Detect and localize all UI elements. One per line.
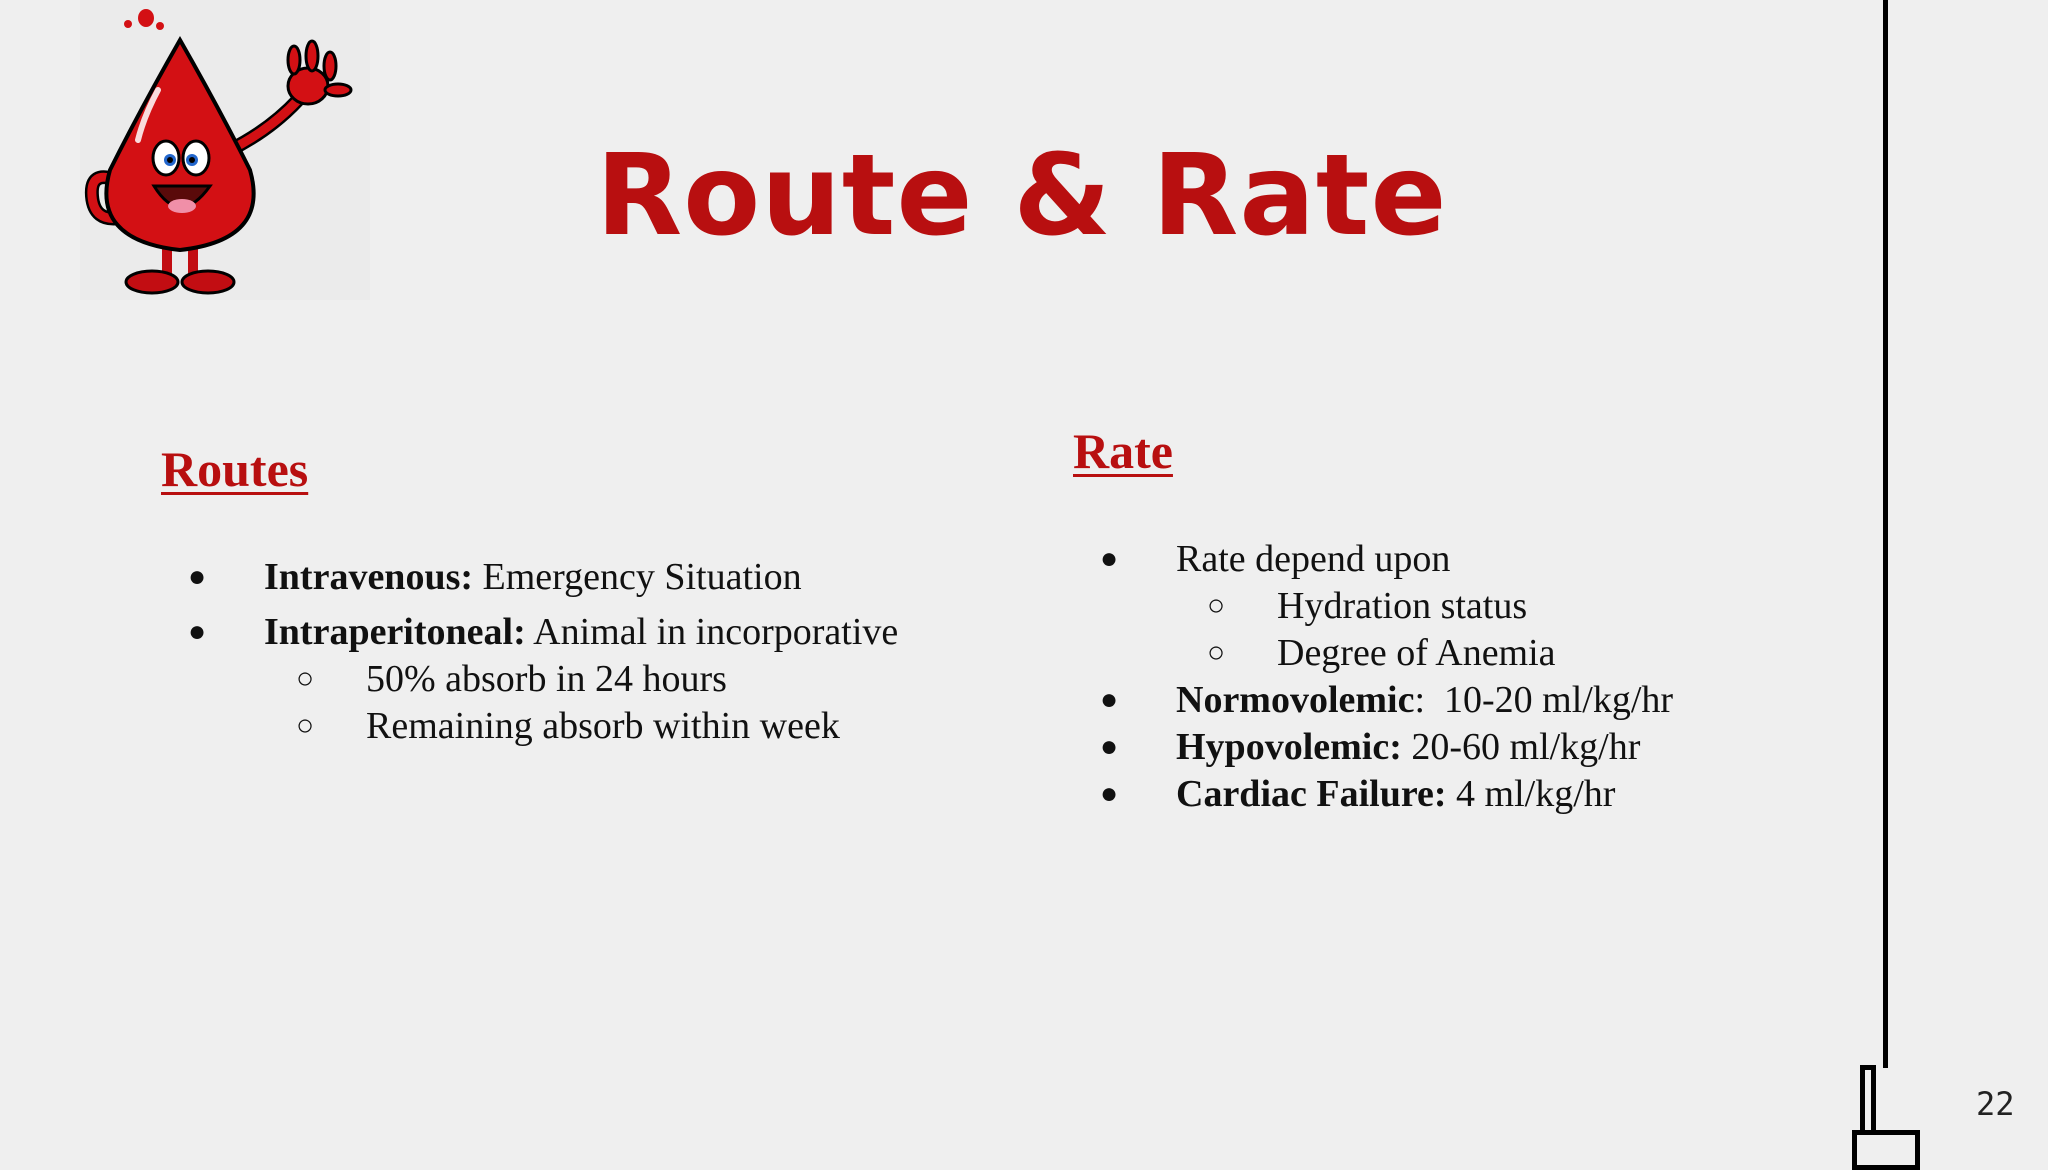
sub-bullet-icon: ○ [1207, 636, 1226, 669]
rate-value: 20-60 ml/kg/hr [1401, 726, 1641, 768]
bullet-icon: ● [1100, 777, 1119, 810]
rate-label: Hypovolemic: [1176, 726, 1402, 768]
route-value: Animal in incorporative [525, 611, 899, 653]
rate-sub-item: Degree of Anemia [1277, 632, 1556, 674]
decorative-line [1883, 0, 1888, 1068]
slide-title: Route & Rate [596, 131, 1448, 261]
rate-heading: Rate [1073, 423, 1173, 479]
bullet-icon: ● [1100, 730, 1119, 763]
blood-drop-mascot-icon [80, 0, 370, 300]
route-label: Intravenous: [264, 556, 474, 598]
rate-intro: Rate depend upon [1176, 538, 1451, 580]
routes-heading: Routes [161, 441, 309, 497]
bullet-icon: ● [1100, 683, 1119, 716]
page-number: 22 [1976, 1085, 2015, 1123]
bullet-icon: ● [188, 615, 207, 648]
route-value: Emergency Situation [473, 556, 802, 598]
sub-bullet-icon: ○ [1207, 589, 1226, 622]
route-label: Intraperitoneal: [264, 611, 526, 653]
connector-stem-icon [1860, 1065, 1876, 1135]
connector-base-icon [1852, 1130, 1920, 1170]
bullet-icon: ● [188, 560, 207, 593]
rate-value: 4 ml/kg/hr [1446, 773, 1616, 815]
bullet-icon: ● [1100, 542, 1119, 575]
rate-value: : 10-20 ml/kg/hr [1414, 679, 1674, 721]
route-sub-item: 50% absorb in 24 hours [366, 658, 727, 700]
route-sub-item: Remaining absorb within week [366, 705, 840, 747]
sub-bullet-icon: ○ [296, 662, 315, 695]
rate-label: Cardiac Failure: [1176, 773, 1447, 815]
rate-sub-item: Hydration status [1277, 585, 1528, 627]
rate-label: Normovolemic [1176, 679, 1415, 721]
sub-bullet-icon: ○ [296, 709, 315, 742]
